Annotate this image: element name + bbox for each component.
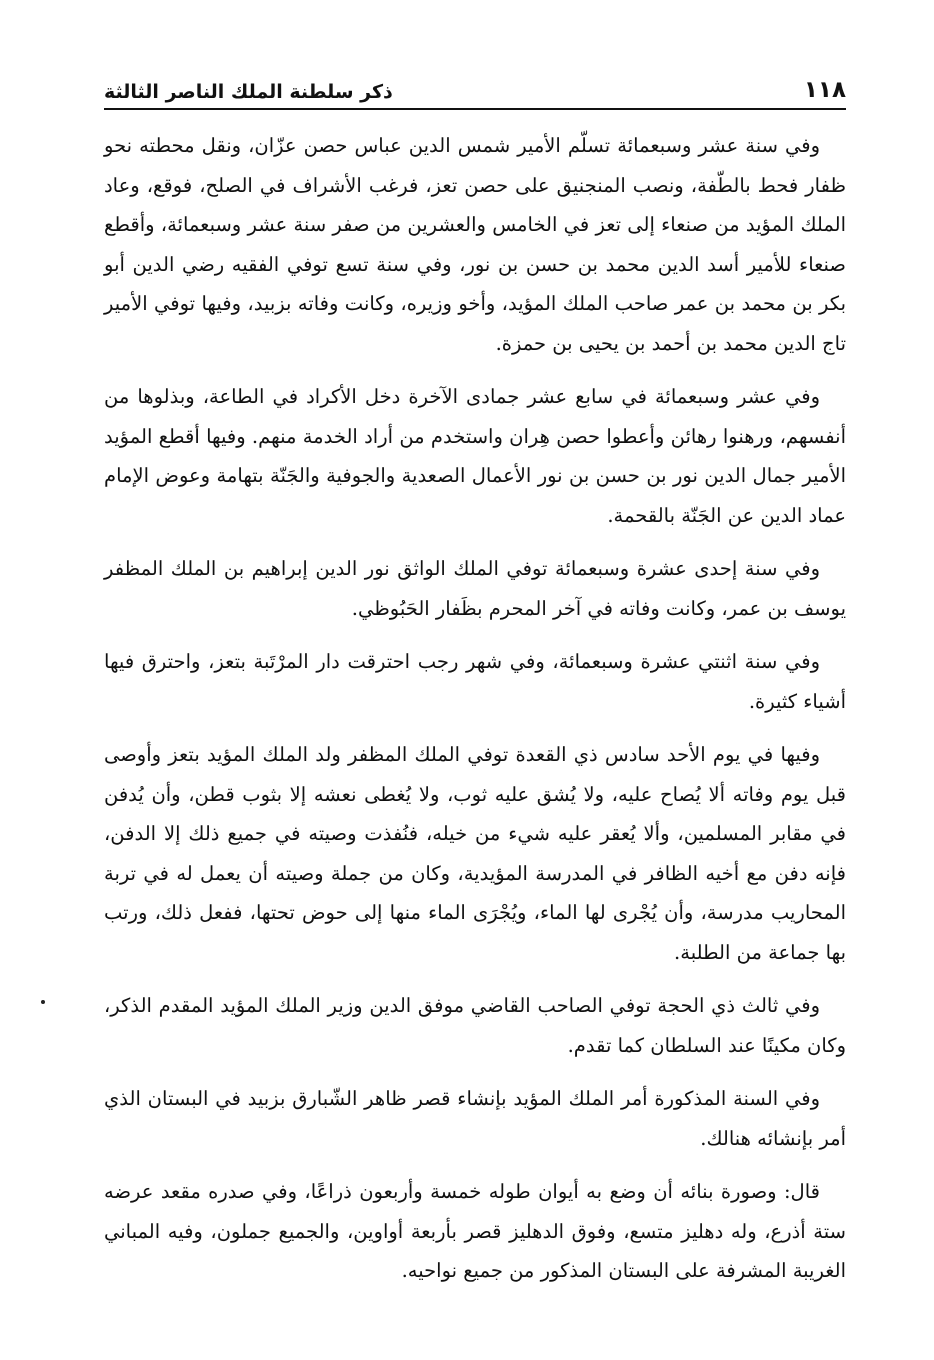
page-header bbox=[104, 72, 846, 110]
running-title: ذكر سلطنة الملك الناصر الثالثة bbox=[104, 81, 393, 103]
paragraph: وفي سنة اثنتي عشرة وسبعمائة، وفي شهر رجب احترقت دار المرْتَبة بتعز، واحترق فيها أشياء كثيرة. bbox=[104, 650, 846, 713]
margin-speck bbox=[41, 1000, 45, 1004]
paragraph: وفي سنة إحدى عشرة وسبعمائة توفي الملك الواثق نور الدين إبراهيم بن الملك المظفر يوسف بن عمر، وكانت وفاته في آخر المحرم بظَفار الحَبُوظي. bbox=[104, 557, 846, 620]
paragraph: وفي ثالث ذي الحجة توفي الصاحب القاضي موفق الدين وزير الملك المؤيد المقدم الذكر، وكان مكينًا عند السلطان كما تقدم. bbox=[104, 994, 846, 1057]
paragraph: وفي السنة المذكورة أمر الملك المؤيد بإنشاء قصر ظاهر الشّبارق بزبيد في البستان الذي أمر بإنشائه هنالك. bbox=[104, 1087, 846, 1150]
paragraph: قال: وصورة بنائه أن وضع به أيوان طوله خمسة وأربعون ذراعًا، وفي صدره مقعد عرضه ستة أذرع، وله دهليز متسع، وفوق الدهليز قصر بأربعة أواوين، والجميع جملون، وفيه المباني الغريبة المشرفة على البستان المذكور من جميع نواحيه. bbox=[104, 1180, 846, 1282]
page-body bbox=[104, 126, 846, 1305]
paragraph: وفي سنة عشر وسبعمائة تسلّم الأمير شمس الدين عباس حصن عزّان، ونقل محطته نحو ظفار فحط بالطّفة، ونصب المنجنيق على حصن تعز، فرغب الأشراف في الصلح، فوقع، وعاد الملك المؤيد من صنعاء إلى تعز في الخامس والعشرين من صفر سنة عشر وسبعمائة، وأقطع صنعاء للأمير أسد الدين محمد بن حسن بن نور، وفي سنة تسع توفي الفقيه رضي الدين أبو بكر بن محمد بن عمر صاحب الملك المؤيد، وأخو وزيره، وكانت وفاته بزبيد، وفيها توفي الأمير تاج الدين محمد بن أحمد بن يحيى بن حمزة. bbox=[104, 134, 846, 355]
paragraph: وفيها في يوم الأحد سادس ذي القعدة توفي الملك المظفر ولد الملك المؤيد بتعز وأوصى قبل يوم وفاته ألا يُصاح عليه، ولا يُشق عليه ثوب، ولا يُغطى نعشه إلا بثوب قطن، وأن يُدفن في مقابر المسلمين، وألا يُعقر عليه شيء من خيله، فنُفذت وصيته في جميع ذلك إلا الدفن، فإنه دفن مع أخيه الظافر في المدرسة المؤيدية، وكان من جملة وصيته أن يعمل له في تربة المحاريب مدرسة، وأن يُجْرى لها الماء، ويُجْرَى الماء منها إلى حوض تحتها، ففعل ذلك، ورتب بها جماعة من الطلبة. bbox=[104, 743, 847, 964]
paragraph: وفي عشر وسبعمائة في سابع عشر جمادى الآخرة دخل الأكراد في الطاعة، وبذلوها من أنفسهم، ورهنوا رهائن وأعطوا حصن هِران واستخدم من أراد الخدمة منهم. وفيها أقطع المؤيد الأمير جمال الدين نور بن حسن بن نور الأعمال الصعدية والجوفية والجَنّة بتهامة وعوض الإمام عماد الدين عن الجَنّة بالقحمة. bbox=[104, 385, 846, 527]
page-number: ١١٨ bbox=[803, 77, 846, 103]
